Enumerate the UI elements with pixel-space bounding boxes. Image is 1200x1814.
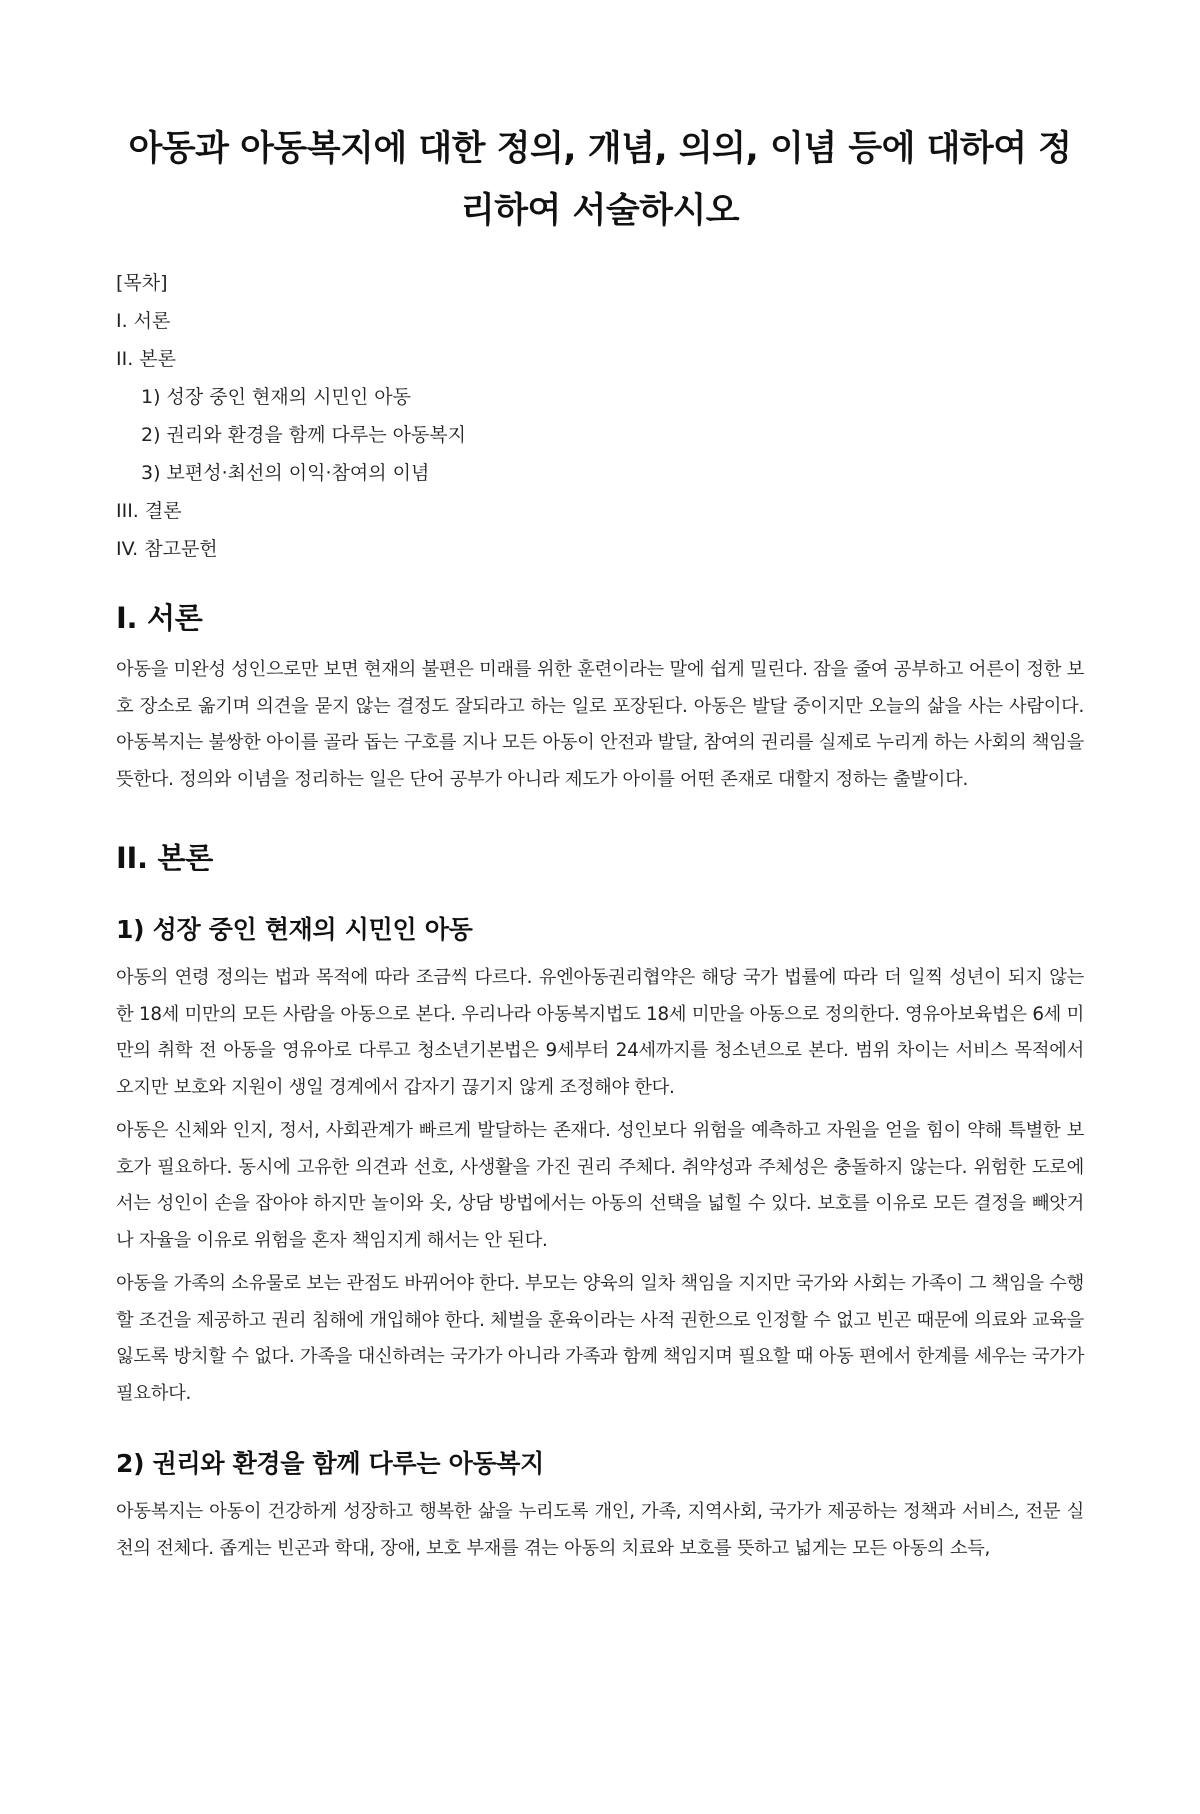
toc-item: III. 결론 [116, 500, 182, 522]
toc-item: IV. 참고문헌 [116, 538, 218, 560]
body-paragraph: 아동을 가족의 소유물로 보는 관점도 바뀌어야 한다. 부모는 양육의 일차 책임을 지지만 국가와 사회는 가족이 그 책임을 수행할 조건을 제공하고 권리 침해에 개입해야 한다. 체벌을 훈육이라는 사적 권한으로 인정할 수 없고 빈곤 때문에 의료와 교육을 잃도록 방치할 수 없다. 가족을 대신하려는 국가가 아니라 가족과 함께 책임지며 필요할 때 아동 편에서 한계를 세우는 국가가 필요하다. [116, 1273, 1084, 1404]
toc-subitem: 3) 보편성·최선의 이익·참여의 이념 [141, 462, 430, 484]
toc-heading: [목차] [116, 272, 168, 294]
toc-item: II. 본론 [116, 348, 176, 370]
body-paragraph: 아동은 신체와 인지, 정서, 사회관계가 빠르게 발달하는 존재다. 성인보다 위험을 예측하고 자원을 얻을 힘이 약해 특별한 보호가 필요하다. 동시에 고유한 의견과 선호, 사생활을 가진 권리 주체다. 취약성과 주체성은 충돌하지 않는다. 위험한 도로에서는 성인이 손을 잡아야 하지만 놀이와 옷, 상담 방법에서는 아동의 선택을 넓힐 수 있다. 보호를 이유로 모든 결정을 빼앗거나 자율을 이유로 위험을 혼자 책임지게 해서는 안 된다. [116, 1120, 1084, 1251]
body-paragraph: 아동의 연령 정의는 법과 목적에 따라 조금씩 다르다. 유엔아동권리협약은 해당 국가 법률에 따라 더 일찍 성년이 되지 않는 한 18세 미만의 모든 사람을 아동으로 본다. 우리나라 아동복지법도 18세 미만을 아동으로 정의한다. 영유아보육법은 6세 미만의 취학 전 아동을 영유아로 다루고 청소년기본법은 9세부터 24세까지를 청소년으로 본다. 범위 차이는 서비스 목적에서 오지만 보호와 지원이 생일 경계에서 갑자기 끊기지 않게 조정해야 한다. [116, 967, 1084, 1098]
subsection-heading: 1) 성장 중인 현재의 시민인 아동 [116, 915, 473, 944]
section-introduction [116, 598, 1084, 798]
section-heading: I. 서론 [116, 601, 203, 635]
section-main-body [116, 838, 1084, 1567]
document-title: 아동과 아동복지에 대한 정의, 개념, 의의, 이념 등에 대하여 정리하여 서술하시오 [128, 129, 1072, 231]
toc-subitem: 2) 권리와 환경을 함께 다루는 아동복지 [141, 424, 467, 446]
toc-subitem: 1) 성장 중인 현재의 시민인 아동 [141, 386, 411, 408]
body-paragraph: 아동을 미완성 성인으로만 보면 현재의 불편은 미래를 위한 훈련이라는 말에 쉽게 밀린다. 잠을 줄여 공부하고 어른이 정한 보호 장소로 옮기며 의견을 묻지 않는 결정도 잘되라고 하는 일로 포장된다. 아동은 발달 중이지만 오늘의 삶을 사는 사람이다. 아동복지는 불쌍한 아이를 골라 돕는 구호를 지나 모든 아동이 안전과 발달, 참여의 권리를 실제로 누리게 하는 사회의 책임을 뜻한다. 정의와 이념을 정리하는 일은 단어 공부가 아니라 제도가 아이를 어떤 존재로 대할지 정하는 출발이다. [116, 659, 1084, 790]
document-page [0, 118, 1200, 1814]
table-of-contents [116, 264, 1084, 568]
section-heading: II. 본론 [116, 841, 213, 875]
subsection-heading: 2) 권리와 환경을 함께 다루는 아동복지 [116, 1449, 544, 1478]
toc-item: I. 서론 [116, 310, 171, 332]
body-paragraph: 아동복지는 아동이 건강하게 성장하고 행복한 삶을 누리도록 개인, 가족, 지역사회, 국가가 제공하는 정책과 서비스, 전문 실천의 전체다. 좁게는 빈곤과 학대, 장애, 보호 부재를 겪는 아동의 치료와 보호를 뜻하고 넓게는 모든 아동의 소득, [116, 1501, 1084, 1559]
